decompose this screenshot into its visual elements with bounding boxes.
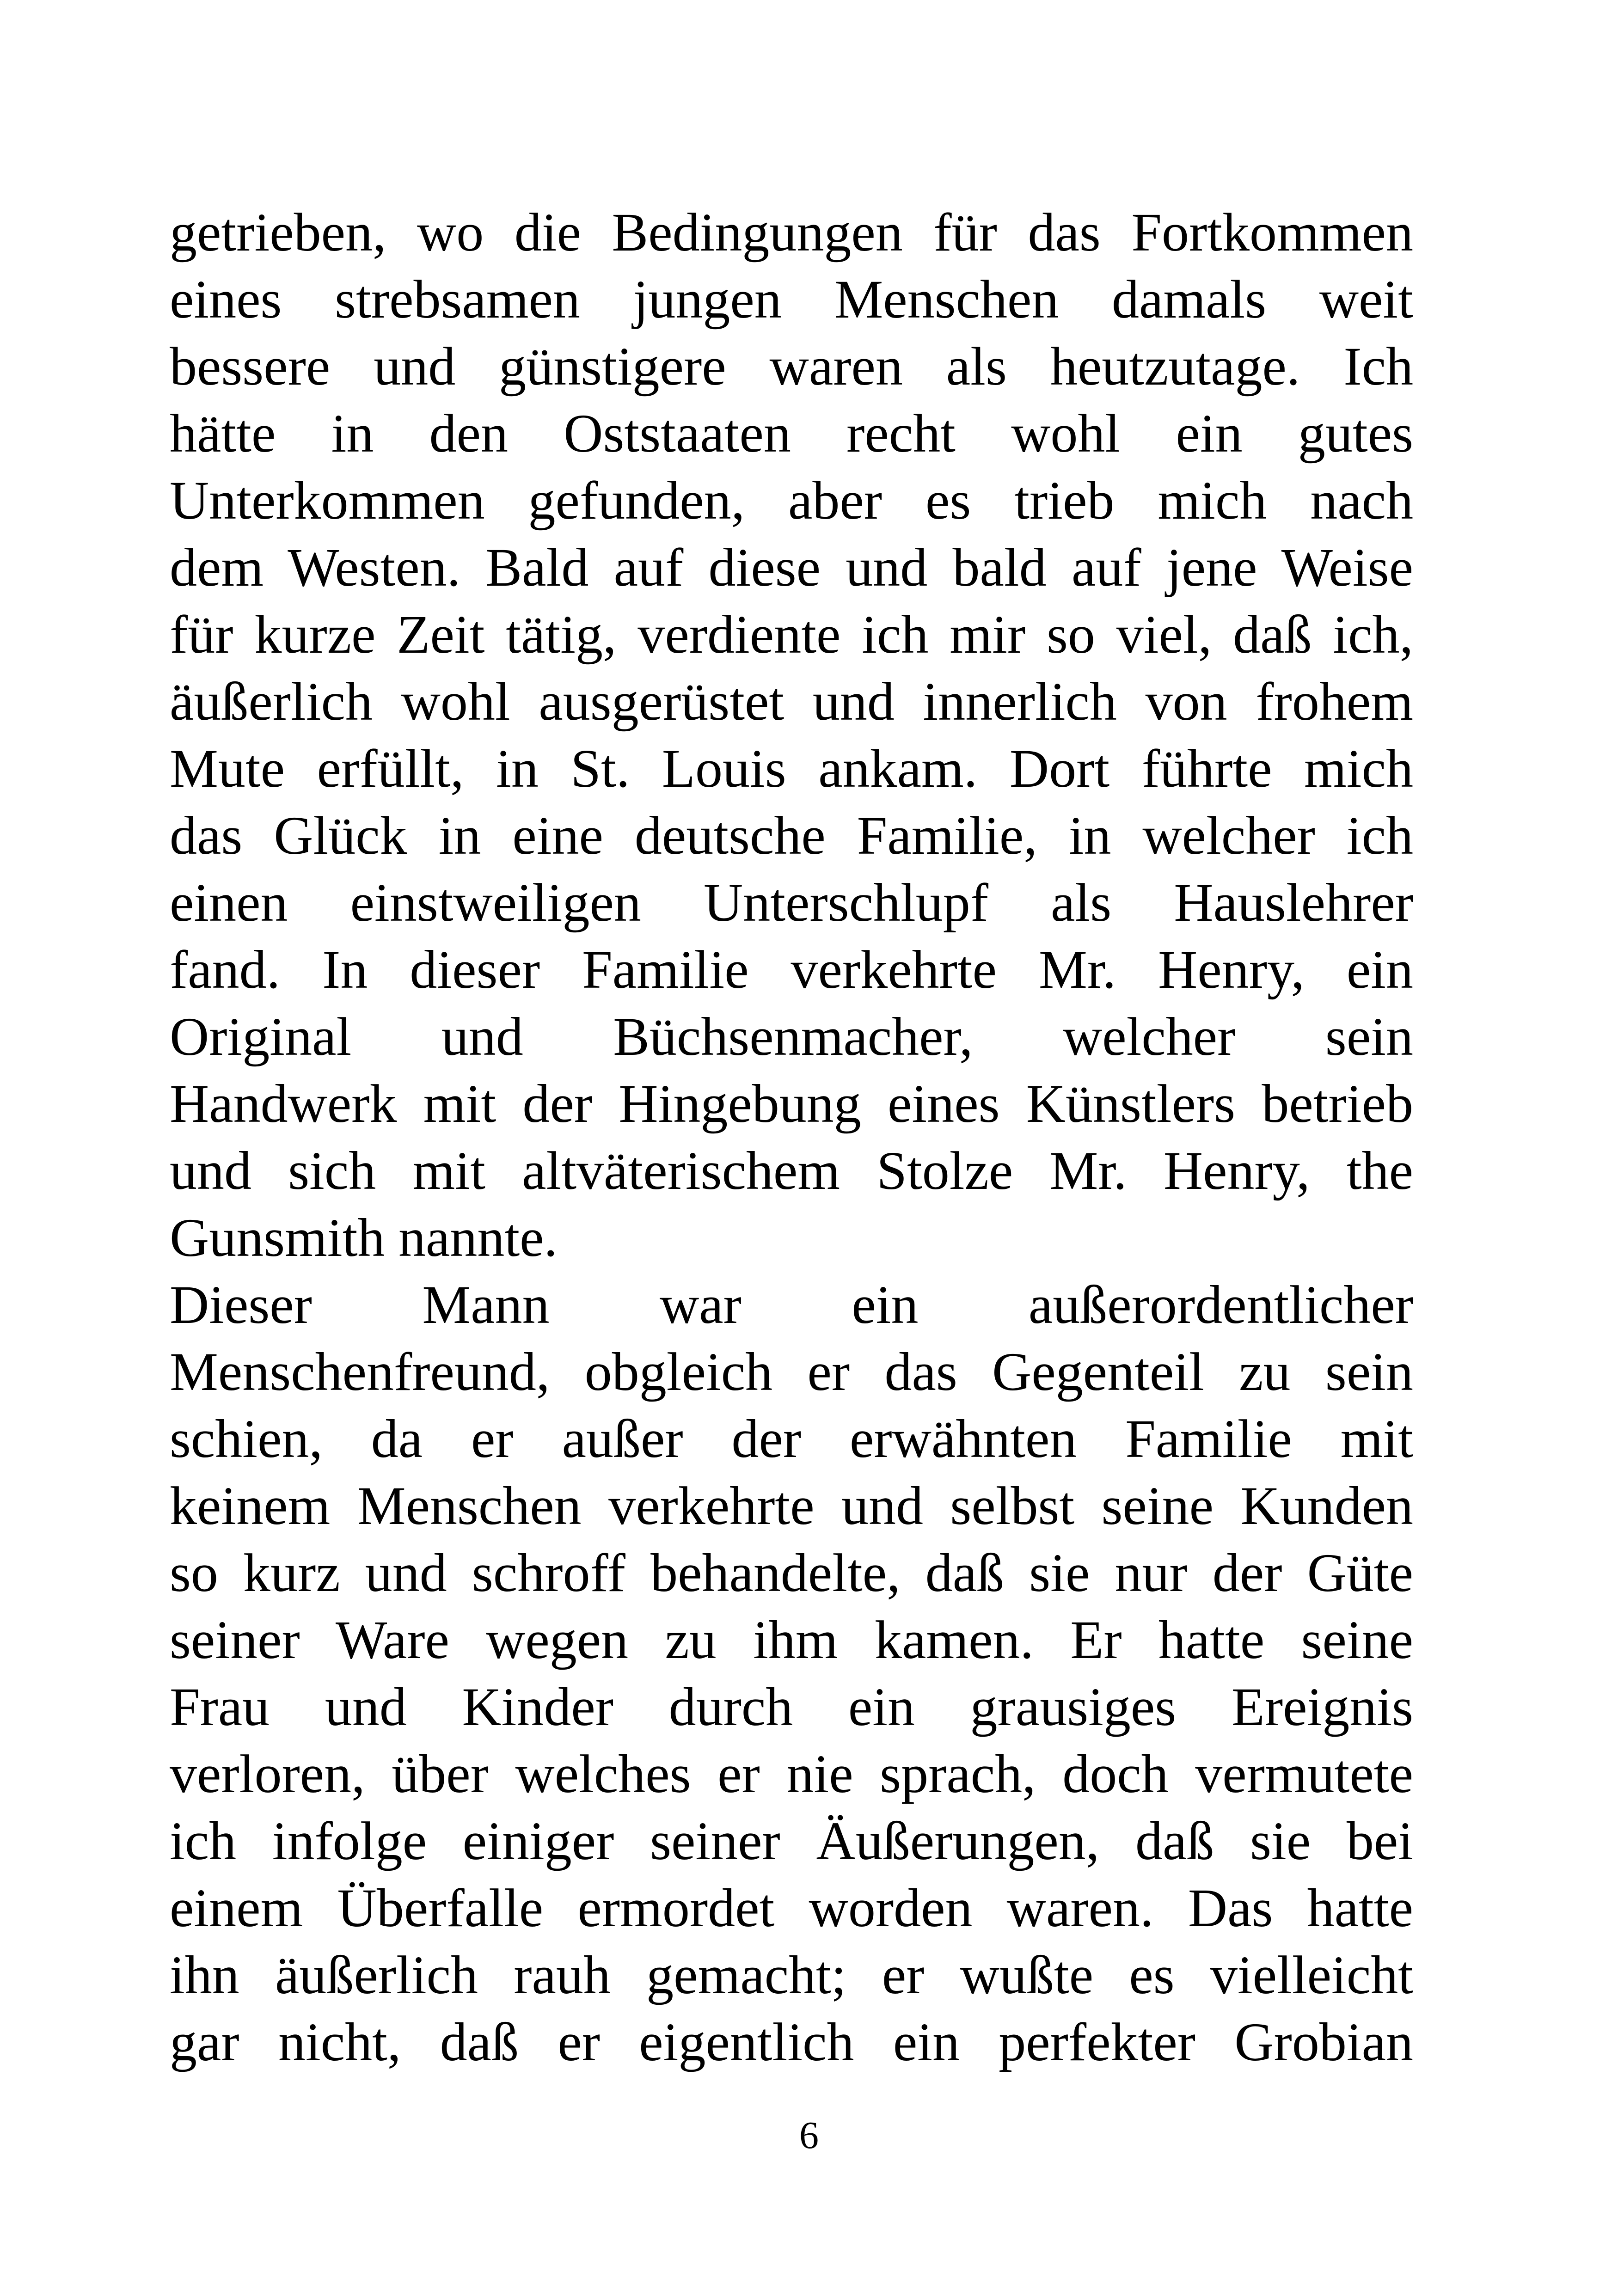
- text-line: Gunsmith nannte.: [170, 1207, 558, 1268]
- text-line: eines strebsamen jungen Menschen damals weit: [170, 269, 1413, 330]
- text-line: gar nicht, daß er eigentlich ein perfekter Grobian: [170, 2012, 1413, 2072]
- text-line: und sich mit altväterischem Stolze Mr. Henry, the: [170, 1140, 1413, 1201]
- paragraph-1: [170, 199, 1413, 1271]
- text-line: schien, da er außer der erwähnten Familie mit: [170, 1408, 1413, 1469]
- text-line: ich infolge einiger seiner Äußerungen, daß sie bei: [170, 1811, 1413, 1871]
- text-line: hätte in den Oststaaten recht wohl ein gutes: [170, 403, 1413, 464]
- text-line: keinem Menschen verkehrte und selbst seine Kunden: [170, 1476, 1413, 1536]
- text-line: seiner Ware wegen zu ihm kamen. Er hatte seine: [170, 1610, 1413, 1670]
- body-text: [170, 199, 1413, 2076]
- text-line: einem Überfalle ermordet worden waren. Das hatte: [170, 1878, 1413, 1938]
- paragraph-2: [170, 1271, 1413, 2076]
- text-line: getrieben, wo die Bedingungen für das Fortkommen: [170, 202, 1413, 263]
- text-line: für kurze Zeit tätig, verdiente ich mir so viel, daß ich,: [170, 604, 1413, 665]
- text-line: bessere und günstigere waren als heutzutage. Ich: [170, 336, 1413, 397]
- text-line: Handwerk mit der Hingebung eines Künstlers betrieb: [170, 1073, 1413, 1134]
- text-line: verloren, über welches er nie sprach, doch vermutete: [170, 1744, 1413, 1804]
- text-line: einen einstweiligen Unterschlupf als Hauslehrer: [170, 872, 1413, 933]
- text-line: Mute erfüllt, in St. Louis ankam. Dort führte mich: [170, 738, 1413, 799]
- page-number: 6: [799, 2114, 819, 2157]
- text-line: ihn äußerlich rauh gemacht; er wußte es vielleicht: [170, 1945, 1413, 2005]
- text-line: Original und Büchsenmacher, welcher sein: [170, 1006, 1413, 1067]
- text-line: Frau und Kinder durch ein grausiges Ereignis: [170, 1677, 1413, 1737]
- text-line: Unterkommen gefunden, aber es trieb mich nach: [170, 470, 1413, 531]
- text-line: so kurz und schroff behandelte, daß sie nur der Güte: [170, 1543, 1413, 1603]
- text-line: Dieser Mann war ein außerordentlicher: [170, 1274, 1413, 1335]
- text-line: das Glück in eine deutsche Familie, in welcher ich: [170, 805, 1413, 866]
- text-line: fand. In dieser Familie verkehrte Mr. Henry, ein: [170, 939, 1413, 1000]
- text-line: äußerlich wohl ausgerüstet und innerlich von frohem: [170, 671, 1413, 732]
- text-line: Menschenfreund, obgleich er das Gegenteil zu sein: [170, 1341, 1413, 1402]
- text-line: dem Westen. Bald auf diese und bald auf jene Weise: [170, 537, 1413, 598]
